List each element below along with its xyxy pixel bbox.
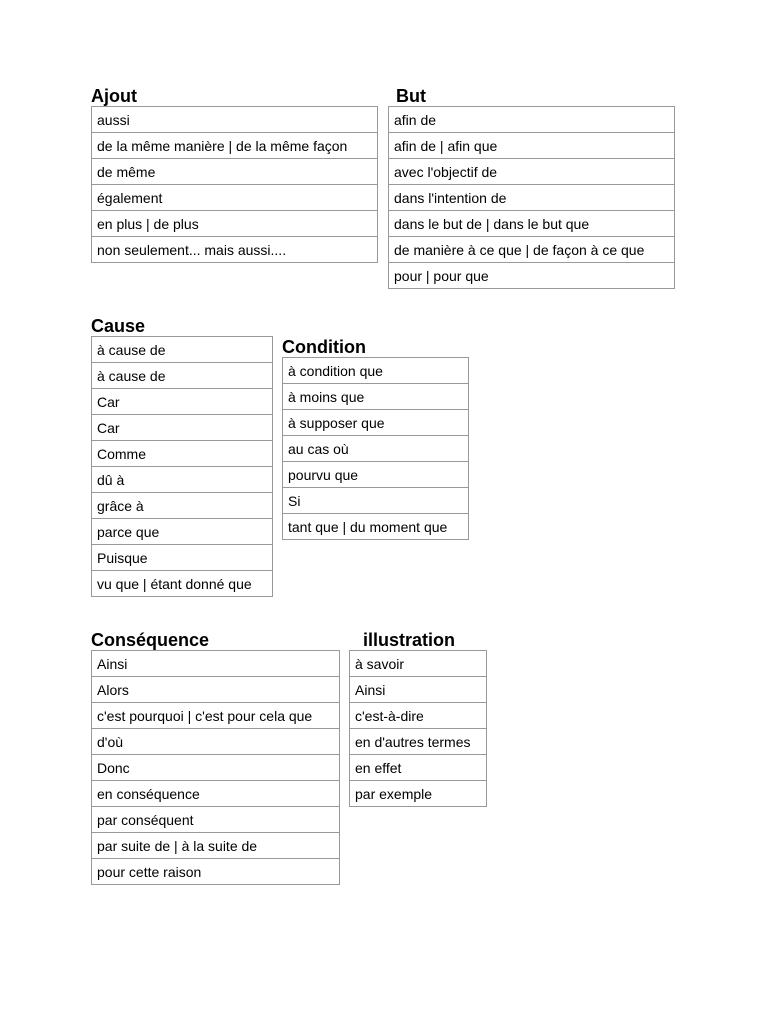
table-cell: vu que | étant donné que	[92, 571, 273, 597]
table-cell: également	[92, 185, 378, 211]
section-consequence	[91, 630, 340, 885]
table-row	[283, 436, 469, 462]
table-row	[92, 677, 340, 703]
section-title-consequence: Conséquence	[91, 630, 210, 650]
table-cell: Puisque	[92, 545, 273, 571]
table-row	[92, 703, 340, 729]
table-cell: à savoir	[350, 651, 487, 677]
connector-table-but	[388, 106, 675, 289]
table-cell: d'où	[92, 729, 340, 755]
table-cell: avec l'objectif de	[389, 159, 675, 185]
table-row	[92, 571, 273, 597]
section-but	[388, 86, 675, 289]
table-cell: à moins que	[283, 384, 469, 410]
table-cell: aussi	[92, 107, 378, 133]
table-row	[350, 781, 487, 807]
table-row	[92, 519, 273, 545]
section-title-condition: Condition	[282, 337, 366, 357]
table-cell: non seulement... mais aussi....	[92, 237, 378, 263]
table-row	[389, 185, 675, 211]
section-title-cause: Cause	[91, 316, 146, 336]
table-cell: dû à	[92, 467, 273, 493]
table-cell: afin de | afin que	[389, 133, 675, 159]
table-cell: parce que	[92, 519, 273, 545]
table-row	[283, 384, 469, 410]
table-cell: afin de	[389, 107, 675, 133]
table-row	[92, 781, 340, 807]
connector-table-consequence	[91, 650, 340, 885]
table-row	[283, 358, 469, 384]
table-cell: Comme	[92, 441, 273, 467]
table-row	[350, 703, 487, 729]
table-row	[92, 211, 378, 237]
table-row	[283, 462, 469, 488]
table-row	[350, 755, 487, 781]
table-row	[92, 133, 378, 159]
table-cell: Car	[92, 389, 273, 415]
table-row	[92, 833, 340, 859]
connector-table-illustration	[349, 650, 487, 807]
connector-table-ajout	[91, 106, 378, 263]
connector-table-cause	[91, 336, 273, 597]
table-row	[350, 677, 487, 703]
table-cell: en effet	[350, 755, 487, 781]
table-row	[350, 651, 487, 677]
table-cell: par suite de | à la suite de	[92, 833, 340, 859]
table-cell: à condition que	[283, 358, 469, 384]
table-row	[283, 488, 469, 514]
table-row	[283, 410, 469, 436]
table-row	[92, 185, 378, 211]
section-title-but: But	[396, 86, 426, 106]
connector-table-condition	[282, 357, 469, 540]
table-row	[92, 441, 273, 467]
table-row	[389, 263, 675, 289]
table-row	[92, 389, 273, 415]
table-cell: par exemple	[350, 781, 487, 807]
table-cell: pourvu que	[283, 462, 469, 488]
table-row	[350, 729, 487, 755]
table-row	[389, 159, 675, 185]
table-cell: Ainsi	[92, 651, 340, 677]
table-row	[92, 859, 340, 885]
table-row	[92, 545, 273, 571]
table-row	[92, 107, 378, 133]
section-title-illustration: illustration	[363, 630, 456, 650]
table-cell: en conséquence	[92, 781, 340, 807]
table-row	[92, 415, 273, 441]
table-cell: au cas où	[283, 436, 469, 462]
table-cell: de la même manière | de la même façon	[92, 133, 378, 159]
table-row	[92, 651, 340, 677]
table-cell: de manière à ce que | de façon à ce que	[389, 237, 675, 263]
table-cell: par conséquent	[92, 807, 340, 833]
table-cell: Car	[92, 415, 273, 441]
table-cell: à supposer que	[283, 410, 469, 436]
table-row	[92, 337, 273, 363]
table-row	[92, 807, 340, 833]
table-cell: à cause de	[92, 337, 273, 363]
table-cell: pour | pour que	[389, 263, 675, 289]
table-cell: dans le but de | dans le but que	[389, 211, 675, 237]
table-row	[92, 237, 378, 263]
section-condition	[282, 337, 469, 540]
table-cell: Ainsi	[350, 677, 487, 703]
table-row	[92, 159, 378, 185]
section-title-ajout: Ajout	[91, 86, 137, 106]
table-row	[389, 211, 675, 237]
table-row	[389, 133, 675, 159]
table-cell: dans l'intention de	[389, 185, 675, 211]
table-cell: Alors	[92, 677, 340, 703]
table-row	[283, 514, 469, 540]
table-row	[92, 363, 273, 389]
table-cell: grâce à	[92, 493, 273, 519]
section-illustration	[349, 630, 487, 807]
table-row	[389, 107, 675, 133]
table-cell: c'est pourquoi | c'est pour cela que	[92, 703, 340, 729]
table-row	[92, 493, 273, 519]
section-ajout	[91, 86, 378, 263]
section-cause	[91, 316, 273, 597]
table-row	[92, 729, 340, 755]
table-cell: en d'autres termes	[350, 729, 487, 755]
table-cell: tant que | du moment que	[283, 514, 469, 540]
table-cell: à cause de	[92, 363, 273, 389]
table-cell: pour cette raison	[92, 859, 340, 885]
table-cell: Donc	[92, 755, 340, 781]
table-row	[92, 467, 273, 493]
table-row	[92, 755, 340, 781]
table-cell: c'est-à-dire	[350, 703, 487, 729]
table-cell: en plus | de plus	[92, 211, 378, 237]
table-row	[389, 237, 675, 263]
table-cell: Si	[283, 488, 469, 514]
table-cell: de même	[92, 159, 378, 185]
